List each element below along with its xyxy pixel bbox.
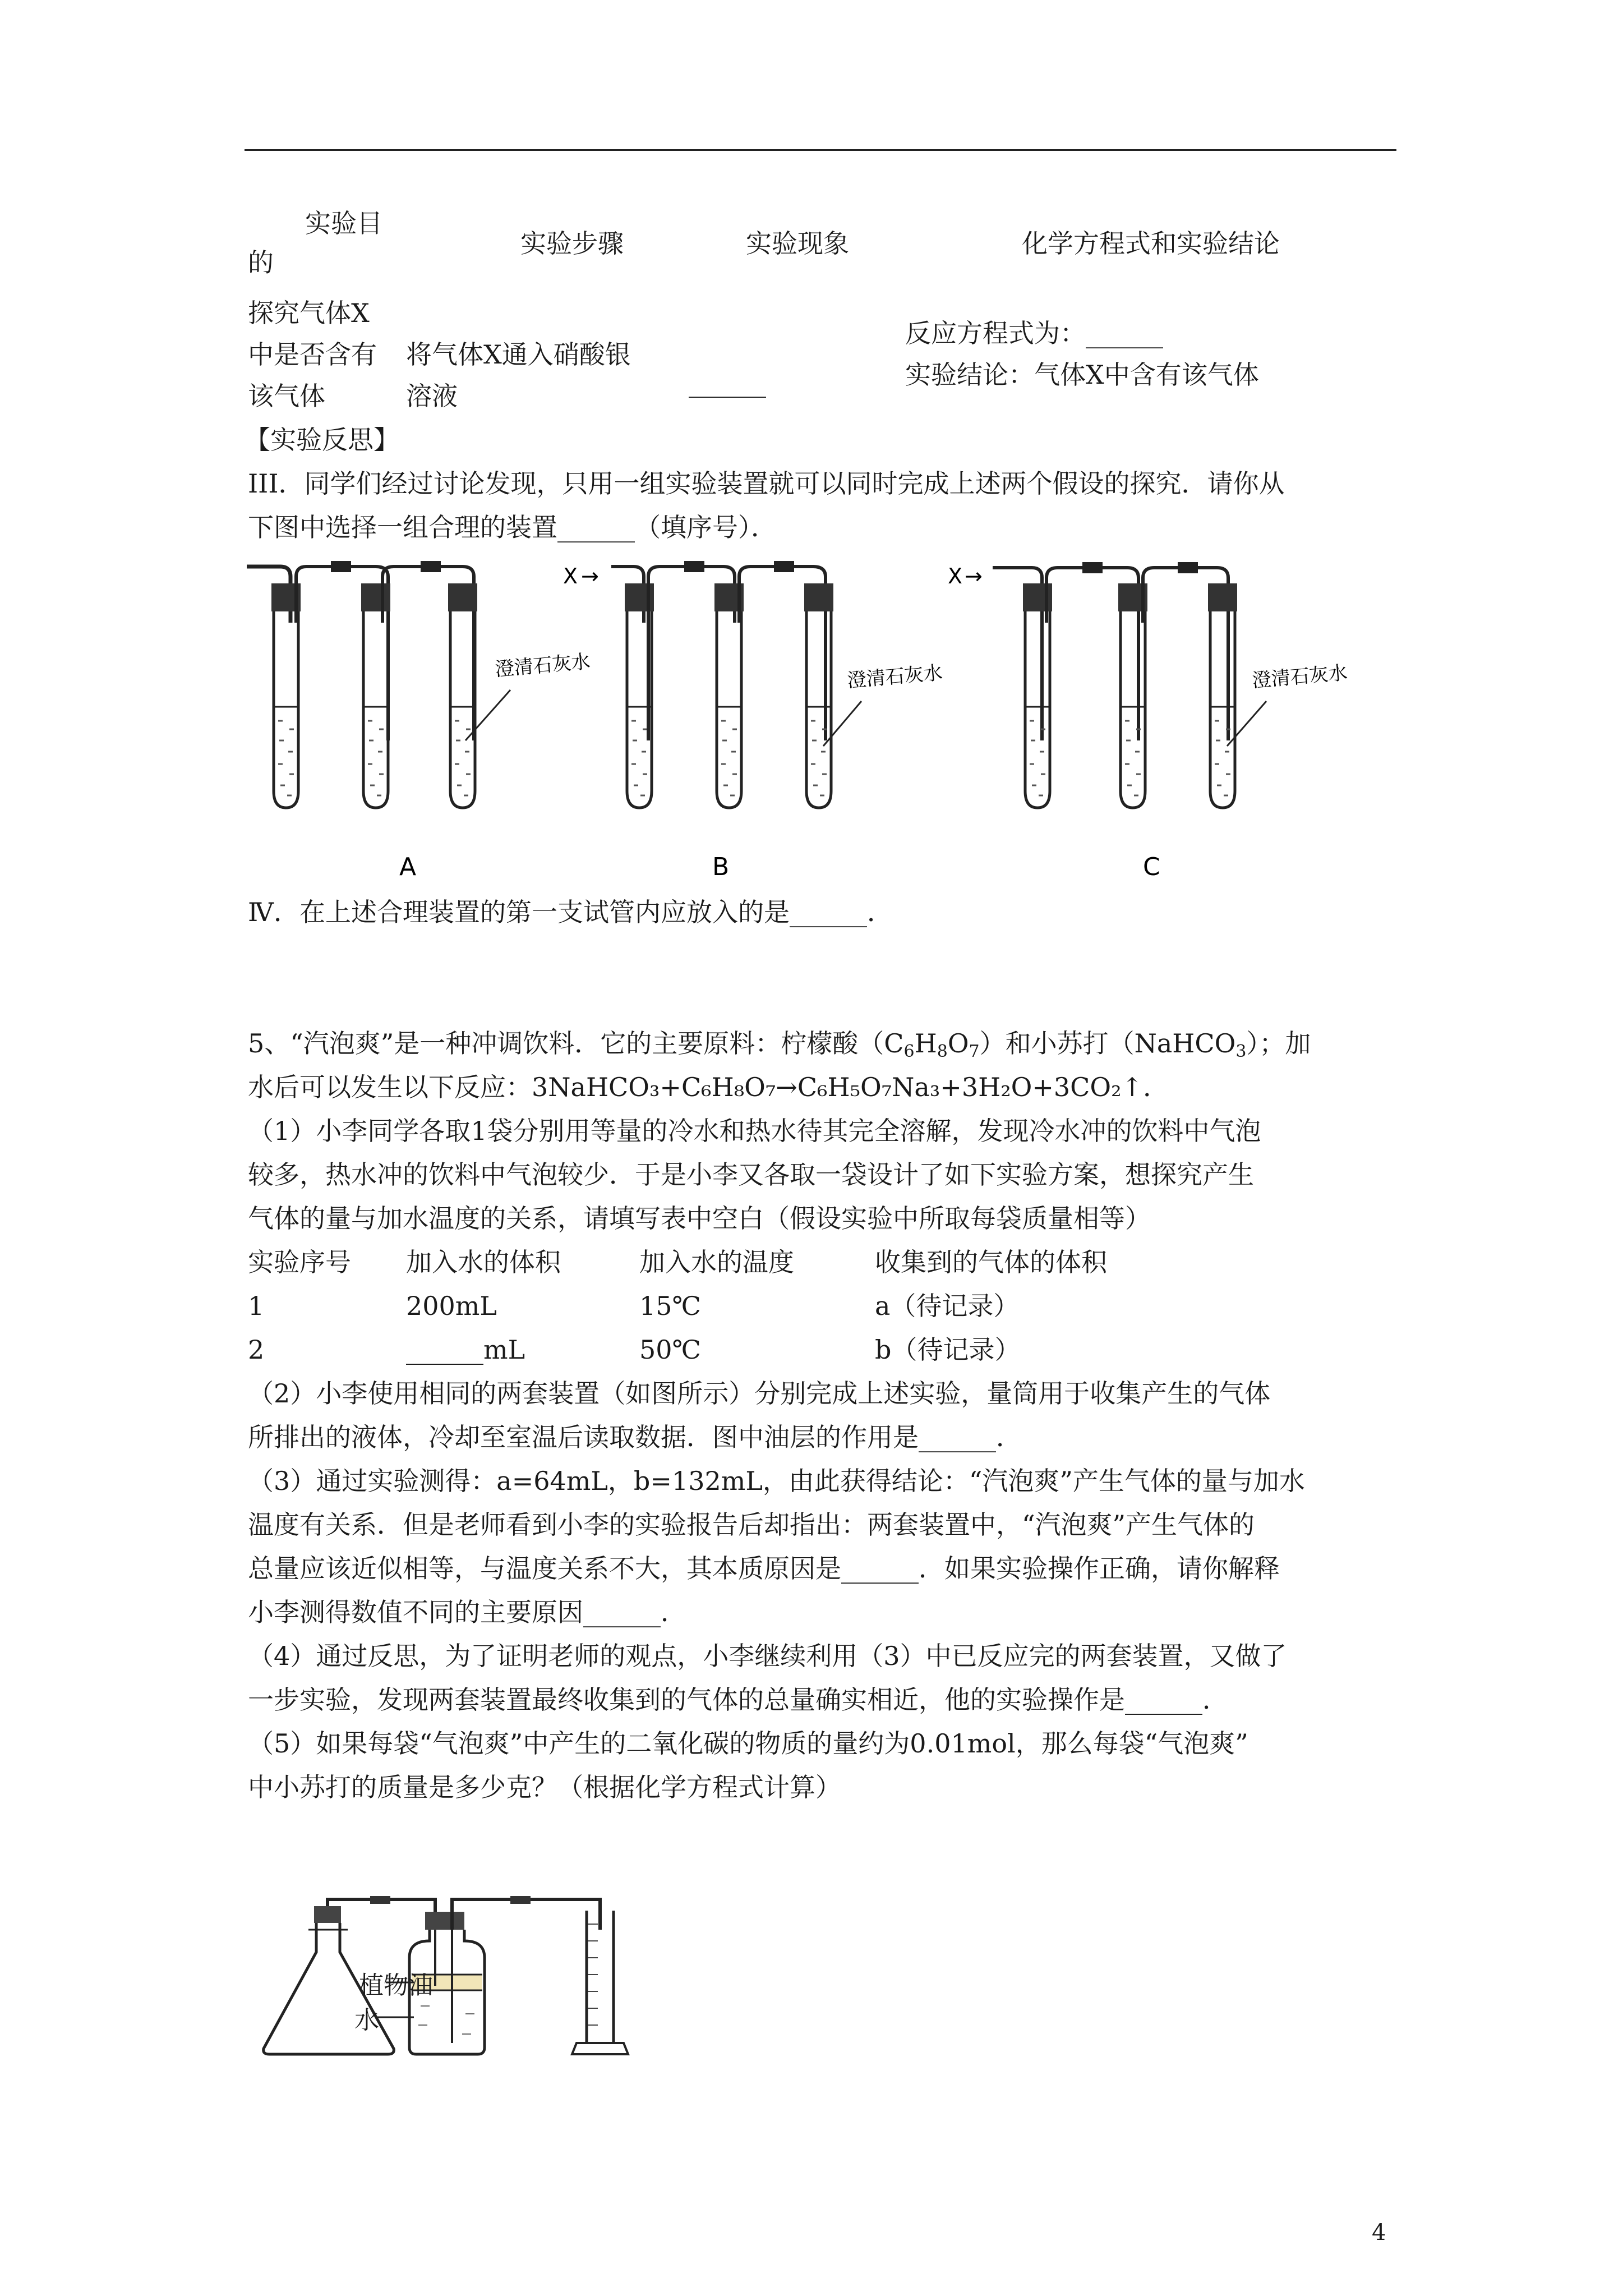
- oil-label: 植物油: [359, 1971, 433, 2000]
- table2-header-4: 收集到的气体的体积: [875, 1247, 1107, 1277]
- p5-s1-line3: 气体的量与加水温度的关系，请填写表中空白（假设实验中所取每袋质量相等）: [248, 1203, 1151, 1234]
- p5-s5-line2: 中小苏打的质量是多少克？（根据化学方程式计算）: [248, 1772, 841, 1802]
- reflection-title: 【实验反思】: [245, 425, 399, 455]
- label-b: B: [712, 853, 730, 881]
- q3-line1: III．同学们经过讨论发现，只用一组实验装置就可以同时完成上述两个假设的探究．请你从: [248, 468, 1285, 499]
- table2-header-1: 实验序号: [248, 1247, 351, 1277]
- table1-header-steps: 实验步骤: [520, 228, 624, 259]
- table2-header-3: 加入水的温度: [639, 1247, 794, 1277]
- p5-s3-line2: 温度有关系．但是老师看到小李的实验报告后却指出：两套装置中，“汽泡爽”产生气体的: [248, 1510, 1255, 1540]
- table1-header-purpose-b: 的: [248, 247, 274, 278]
- setup-b: [563, 561, 943, 808]
- setup-b-x-arrow: →: [581, 564, 599, 588]
- table1-purpose-line1: 探究气体X: [248, 298, 370, 328]
- table2-r1-c3: 15℃: [639, 1291, 701, 1321]
- label-c: C: [1143, 853, 1160, 881]
- p5-s2-line2: 所排出的液体，冷却至室温后读取数据．图中油层的作用是______．: [248, 1422, 1022, 1452]
- p5-line2: 水后可以发生以下反应：3NaHCO₃+C₆H₈O₇→C₆H₅O₇Na₃+3H₂O+3CO₂↑．: [248, 1072, 1169, 1102]
- setup-b-x-label: X: [563, 564, 578, 588]
- p5-s1-line1: （1）小李同学各取1袋分别用等量的冷水和热水待其完全溶解，发现冷水冲的饮料中气泡: [248, 1116, 1261, 1146]
- p5-s1-line2: 较多，热水冲的饮料中气泡较少．于是小李又各取一袋设计了如下实验方案，想探究产生: [248, 1159, 1254, 1190]
- setup-c: [948, 562, 1348, 808]
- figure-test-tubes: [247, 555, 1368, 892]
- setup-c-limewater-label: 澄清石灰水: [1251, 661, 1349, 692]
- setup-a: [247, 561, 591, 808]
- table1-purpose-line3: 该气体: [248, 381, 325, 411]
- page-number: 4: [1372, 2220, 1386, 2246]
- graduated-cylinder: [572, 1911, 628, 2054]
- p5-s4-line2: 一步实验，发现两套装置最终收集到的气体的总量确实相近，他的实验操作是______．: [248, 1685, 1228, 1715]
- table1-header-phenomenon: 实验现象: [746, 228, 849, 259]
- label-a: A: [399, 853, 417, 881]
- setup-a-limewater-label: 澄清石灰水: [494, 650, 592, 681]
- table2-r2-c4: b（待记录）: [875, 1335, 1021, 1365]
- p5-s3-line3: 总量应该近似相等，与温度关系不大，其本质原因是______．如果实验操作正确，请你解释: [248, 1553, 1280, 1584]
- table2-header-2: 加入水的体积: [406, 1247, 561, 1277]
- table2-r1-c2: 200mL: [406, 1291, 497, 1321]
- table1-header-purpose-a: 实验目: [305, 208, 382, 238]
- p5-line1: 5、“汽泡爽”是一种冲调饮料．它的主要原料：柠檬酸$(C_6H_8O_7)$和小苏打（NaHCO$_3$）；加: [248, 1028, 1311, 1061]
- table1-equation: 反应方程式为：______: [905, 318, 1163, 348]
- setup-b-limewater-label: 澄清石灰水: [846, 661, 944, 692]
- table2-r2-c2: ______mL: [406, 1335, 525, 1365]
- table1-phenomenon-blank: ______: [689, 367, 766, 398]
- table2-r2-c3: 50℃: [639, 1335, 701, 1365]
- p5-s5-line1: （5）如果每袋“气泡爽”中产生的二氧化碳的物质的量约为0.01mol，那么每袋“气泡爽”: [248, 1728, 1248, 1759]
- p5-s3-line4: 小李测得数值不同的主要原因______．: [248, 1597, 686, 1627]
- setup-c-x-arrow: →: [965, 564, 983, 588]
- table1-conclusion: 实验结论：气体X中含有该气体: [905, 360, 1259, 390]
- table1-purpose-line2: 中是否含有: [248, 339, 377, 370]
- setup-c-x-label: X: [948, 564, 963, 588]
- table2-r2-c1: 2: [248, 1335, 265, 1365]
- table1-steps-line1: 将气体X通入硝酸银: [406, 339, 631, 370]
- table2-r1-c1: 1: [248, 1291, 265, 1321]
- table1-header-equation: 化学方程式和实验结论: [1022, 228, 1280, 259]
- table1-steps-line2: 溶液: [406, 381, 458, 411]
- q4-line: Ⅳ．在上述合理装置的第一支试管内应放入的是______．: [248, 897, 893, 927]
- header-rule: [245, 149, 1396, 151]
- p5-s4-line1: （4）通过反思，为了证明老师的观点，小李继续利用（3）中已反应完的两套装置，又做了: [248, 1641, 1287, 1671]
- q3-line2: 下图中选择一组合理的装置______（填序号）．: [248, 512, 777, 542]
- water-label: 水: [354, 2006, 379, 2035]
- figure-gas-collection: [247, 1896, 707, 2064]
- p5-s2-line1: （2）小李使用相同的两套装置（如图所示）分别完成上述实验，量筒用于收集产生的气体: [248, 1378, 1271, 1409]
- table2-r1-c4: a（待记录）: [875, 1291, 1020, 1321]
- p5-s3-line1: （3）通过实验测得：a=64mL，b=132mL，由此获得结论：“汽泡爽”产生气体的量与加水: [248, 1466, 1305, 1496]
